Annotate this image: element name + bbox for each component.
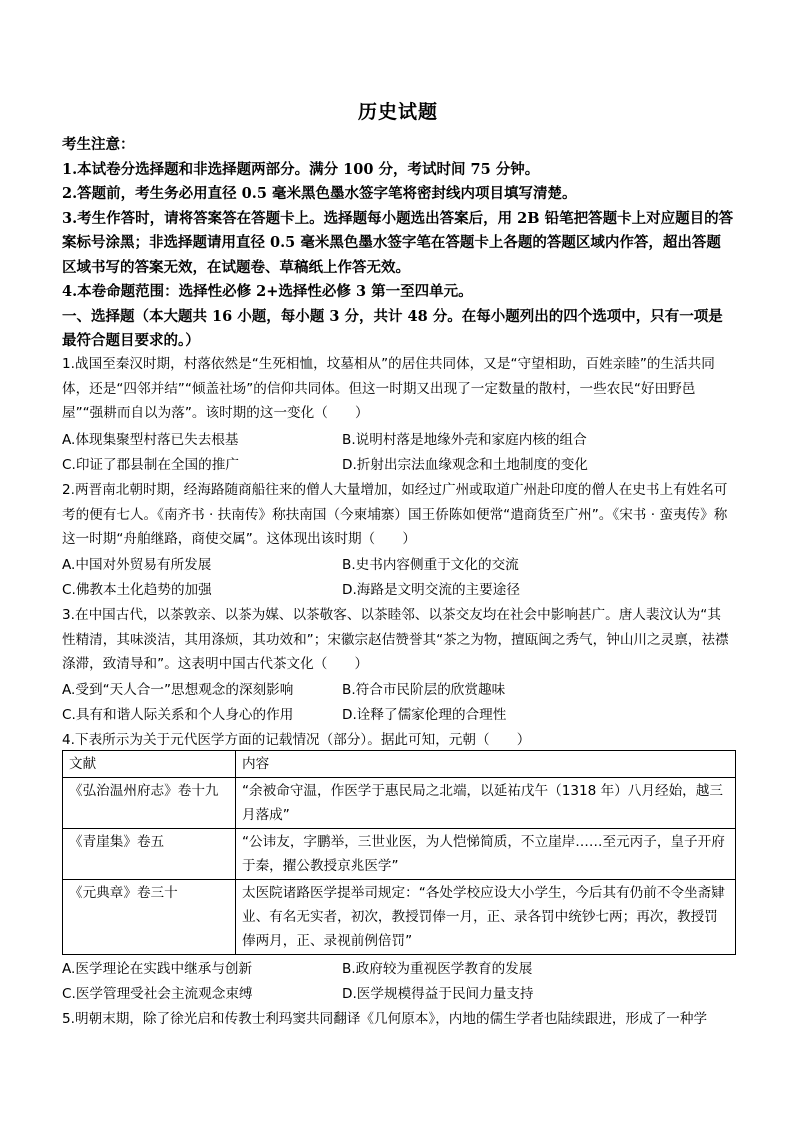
question-5-stem: 5.明朝末期，除了徐光启和传教士利玛窦共同翻译《几何原本》，内地的儒生学者也陆续跟进，形成了一种学	[62, 1011, 708, 1027]
question-1-stem: 1.战国至秦汉时期，村落依然是“生死相恤，坟墓相从”的居住共同体，又是“守望相助，百姓亲睦”的生活共同体，还是“四邻并结”“倾盖社场”的信仰共同体。但这一时期又出现了一定数量的散村，一些农民“好田野邑屋”“强耕而自以为落”。该时期的这一变化（ ）	[62, 356, 715, 422]
option-c: C.印证了郡县制在全国的推广	[62, 456, 239, 473]
option-c: C.佛教本土化趋势的加强	[62, 581, 212, 598]
question-3-options	[62, 678, 734, 727]
option-d: D.折射出宗法血缘观念和土地制度的变化	[342, 456, 588, 473]
notice-item-2: 2.答题前，考生务必用直径 0.5 毫米黑色墨水签字笔将密封线内项目填写清楚。	[62, 185, 577, 202]
page-title: 历史试题	[357, 101, 438, 123]
question-2-stem: 2.两晋南北朝时期，经海路随商船往来的僧人大量增加，如经过广州或取道广州赴印度的僧人在史书上有姓名可考的便有七人。《南齐书 · 扶南传》称扶南国（今柬埔寨）国王侨陈如便常“遣商货至广州”。《宋书 · 蛮夷传》称这一时期“舟舶继路，商使交属”。这体现出该时期（ ）	[62, 482, 728, 548]
option-a: A.受到“天人合一”思想观念的深刻影响	[62, 682, 294, 698]
option-d: D.诠释了儒家伦理的合理性	[342, 706, 507, 723]
option-a: A.体现集聚型村落已失去根基	[62, 432, 239, 448]
table-cell-content: “余被命守温，作医学于惠民局之北端，以延祐戊午（1318 年）八月经始，越三月落成”	[236, 778, 736, 829]
question-4-stem: 4.下表所示为关于元代医学方面的记载情况（部分）。据此可知，元朝（ ）	[62, 732, 531, 748]
notice-item-1: 1.本试卷分选择题和非选择题两部分。满分 100 分，考试时间 75 分钟。	[62, 160, 540, 178]
option-b: B.史书内容侧重于文化的交流	[342, 557, 519, 573]
table-cell-content: “公讳友，字鹏举，三世业医，为人恺悌简质，不立崖岸……至元丙子，皇子开府于秦，擢公教授京兆医学”	[236, 829, 736, 880]
option-b: B.政府较为重视医学教育的发展	[342, 961, 533, 977]
table-header-cell: 文献	[63, 751, 236, 778]
notice-heading: 考生注意：	[62, 136, 135, 153]
question-1-options	[62, 428, 734, 477]
notice-item-3: 3.考生作答时，请将答案答在答题卡上。选择题每小题选出答案后，用 2B 铅笔把答题卡上对应题目的答案标号涂黑；非选择题请用直径 0.5 毫米黑色墨水签字笔在答题卡上各题的答题区域内作答，超出答题区域书写的答案无效，在试题卷、草稿纸上作答无效。	[62, 209, 734, 276]
table-cell-source: 《弘治温州府志》卷十九	[63, 778, 236, 829]
option-a: A.中国对外贸易有所发展	[62, 557, 212, 573]
option-d: D.海路是文明交流的主要途径	[342, 581, 520, 598]
table-row	[63, 778, 736, 829]
option-b: B.符合市民阶层的欣赏趣味	[342, 682, 506, 698]
question-2-options	[62, 553, 734, 602]
table-cell-source: 《青崖集》卷五	[63, 829, 236, 880]
table-row	[63, 880, 736, 955]
option-a: A.医学理论在实践中继承与创新	[62, 961, 253, 977]
table-cell-content: 太医院诸路医学提举司规定：“各处学校应设大小学生，今后其有仍前不令坐斋肄业、有名无实者，初次，教授罚俸一月，正、录各罚中统钞七两；再次，教授罚俸两月，正、录视前例倍罚”	[236, 880, 736, 955]
option-b: B.说明村落是地缘外壳和家庭内核的组合	[342, 432, 587, 448]
question-4-options	[62, 957, 734, 1006]
section-heading: 一、选择题（本大题共 16 小题，每小题 3 分，共计 48 分。在每小题列出的四个选项中，只有一项是最符合题目要求的。）	[62, 307, 723, 349]
question-3-stem: 3.在中国古代，以茶敦亲、以茶为媒、以茶敬客、以茶睦邻、以茶交友均在社会中影响甚广。唐人裴汶认为“其性精清，其味淡洁，其用涤烦，其功效和”；宋徽宗赵佶赞誉其“茶之为物，擅瓯闽之秀气，钟山川之灵禀，祛襟涤滞，致清导和”。这表明中国古代茶文化（ ）	[62, 607, 729, 673]
records-table	[62, 750, 736, 955]
option-c: C.具有和谐人际关系和个人身心的作用	[62, 706, 294, 723]
table-header-row	[63, 751, 736, 778]
option-d: D.医学规模得益于民间力量支持	[342, 985, 534, 1002]
notice-item-4: 4.本卷命题范围：选择性必修 2+选择性必修 3 第一至四单元。	[62, 283, 473, 300]
table-header-cell: 内容	[236, 751, 736, 778]
table-cell-source: 《元典章》卷三十	[63, 880, 236, 955]
option-c: C.医学管理受社会主流观念束缚	[62, 985, 253, 1002]
table-row	[63, 829, 736, 880]
notice-block	[62, 133, 734, 354]
